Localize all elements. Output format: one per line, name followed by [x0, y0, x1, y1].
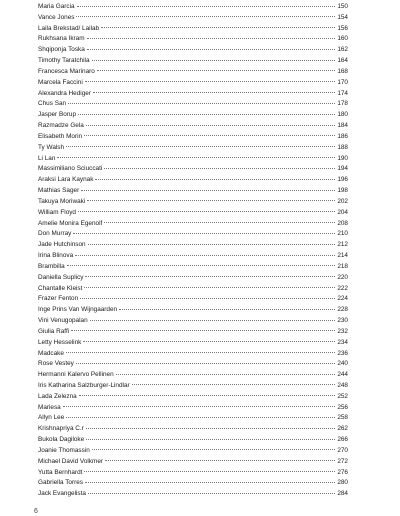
- dot-leader: [86, 125, 336, 126]
- entry-page-number: 168: [337, 67, 348, 75]
- dot-leader: [87, 49, 336, 50]
- dot-leader: [84, 471, 335, 472]
- dot-leader: [68, 103, 335, 104]
- entry-page-number: 156: [337, 24, 348, 32]
- toc-entry: [38, 284, 348, 295]
- entry-name: Amelie Monira Egenolf: [38, 219, 103, 227]
- toc-entry: [38, 143, 348, 154]
- toc-entry: [38, 468, 348, 479]
- dot-leader: [66, 417, 335, 418]
- entry-page-number: 212: [337, 241, 348, 249]
- dot-leader: [93, 92, 335, 93]
- entry-page-number: 210: [337, 230, 348, 238]
- entry-page-number: 162: [337, 46, 348, 54]
- entry-name: Mathias Sager: [38, 187, 80, 195]
- entry-page-number: 180: [337, 111, 348, 119]
- toc-entry: [38, 34, 348, 45]
- toc-entry: [38, 89, 348, 100]
- dot-leader: [119, 309, 335, 310]
- toc-entry: [38, 413, 348, 424]
- dot-leader: [57, 157, 335, 158]
- toc-entry: [38, 13, 348, 24]
- entry-page-number: 222: [337, 284, 348, 292]
- entry-page-number: 224: [337, 295, 348, 303]
- entry-name: Takuya Moriwaki: [38, 197, 86, 205]
- entry-name: Hermanni Kalervo Pellinen: [38, 371, 114, 379]
- toc-entry: [38, 219, 348, 230]
- toc-entry: [38, 403, 348, 414]
- dot-leader: [63, 406, 336, 407]
- dot-leader: [76, 363, 335, 364]
- dot-leader: [83, 341, 335, 342]
- dot-leader: [85, 81, 336, 82]
- toc-entry: [38, 435, 348, 446]
- entry-page-number: 252: [337, 392, 348, 400]
- entry-name: Yutta Bernhardt: [38, 468, 83, 476]
- entry-name: Chus San: [38, 100, 67, 108]
- entry-name: Laila Brekstad/ Lailab: [38, 24, 100, 32]
- dot-leader: [116, 374, 336, 375]
- toc-entry: [38, 349, 348, 360]
- dot-leader: [88, 493, 335, 494]
- entry-name: Joanie Thomassin: [38, 446, 90, 454]
- dot-leader: [75, 255, 335, 256]
- entry-name: Razmadze Gela: [38, 122, 84, 130]
- entry-name: Rose Vestey: [38, 360, 74, 368]
- toc-entry: [38, 240, 348, 251]
- dot-leader: [95, 179, 335, 180]
- dot-leader: [104, 222, 335, 223]
- toc-entry: [38, 67, 348, 78]
- entry-name: Araksi Lara Kaynak: [38, 176, 94, 184]
- entry-name: Letty Hesselink: [38, 338, 82, 346]
- entry-page-number: 204: [337, 208, 348, 216]
- entry-name: Shqiponja Toska: [38, 46, 85, 54]
- entry-name: Michael David Volkmer: [38, 457, 103, 465]
- entry-name: Marcela Faccini: [38, 78, 83, 86]
- toc-entry: [38, 381, 348, 392]
- entry-page-number: 244: [337, 371, 348, 379]
- entry-name: William Floyd: [38, 208, 76, 216]
- entry-name: Rukhsana Ikram: [38, 35, 85, 43]
- entry-page-number: 184: [337, 122, 348, 130]
- entry-page-number: 266: [337, 436, 348, 444]
- entry-page-number: 272: [337, 457, 348, 465]
- entry-name: Ty Walsh: [38, 143, 65, 151]
- entry-page-number: 190: [337, 154, 348, 162]
- entry-name: Maria Garcia: [38, 3, 75, 10]
- toc-entry: [38, 370, 348, 381]
- dot-leader: [78, 211, 335, 212]
- toc-entry: [38, 208, 348, 219]
- entry-page-number: 202: [337, 197, 348, 205]
- entry-name: Allyn Lee: [38, 414, 65, 422]
- entry-page-number: 208: [337, 219, 348, 227]
- toc-entry: [38, 273, 348, 284]
- dot-leader: [71, 330, 335, 331]
- entry-name: Jade Hutchinson: [38, 241, 86, 249]
- dot-leader: [86, 439, 335, 440]
- toc-entry: [38, 262, 348, 273]
- entry-page-number: 230: [337, 317, 348, 325]
- dot-leader: [73, 233, 335, 234]
- dot-leader: [92, 449, 336, 450]
- dot-leader: [90, 320, 336, 321]
- page-number: 6: [34, 508, 38, 515]
- entry-page-number: 276: [337, 468, 348, 476]
- entry-name: Mariesa: [38, 403, 61, 411]
- entry-page-number: 218: [337, 262, 348, 270]
- entry-name: Alexandra Hediger: [38, 89, 91, 97]
- dot-leader: [87, 38, 336, 39]
- dot-leader: [88, 244, 336, 245]
- toc-entry: [38, 338, 348, 349]
- toc-entry: [38, 294, 348, 305]
- dot-leader: [85, 482, 335, 483]
- entry-page-number: 164: [337, 57, 348, 65]
- toc-entry: [38, 2, 348, 13]
- entry-name: Francesca Marinaro: [38, 67, 95, 75]
- toc-entry: [38, 78, 348, 89]
- dot-leader: [86, 428, 336, 429]
- entry-name: Brambilla: [38, 262, 65, 270]
- entry-page-number: 236: [337, 349, 348, 357]
- entry-page-number: 198: [337, 187, 348, 195]
- table-of-contents: [38, 2, 348, 500]
- dot-leader: [85, 276, 335, 277]
- dot-leader: [105, 460, 335, 461]
- dot-leader: [81, 190, 335, 191]
- dot-leader: [78, 114, 335, 115]
- dot-leader: [84, 287, 335, 288]
- dot-leader: [66, 146, 335, 147]
- toc-entry: [38, 154, 348, 165]
- toc-entry: [38, 478, 348, 489]
- entry-name: Jack Evangelista: [38, 490, 86, 498]
- toc-entry: [38, 446, 348, 457]
- toc-entry: [38, 99, 348, 110]
- entry-page-number: 258: [337, 414, 348, 422]
- toc-entry: [38, 110, 348, 121]
- dot-leader: [77, 6, 336, 7]
- toc-entry: [38, 229, 348, 240]
- toc-entry: [38, 424, 348, 435]
- entry-name: Chantalle Kleist: [38, 284, 83, 292]
- dot-leader: [76, 16, 335, 17]
- entry-name: Jasper Borup: [38, 111, 77, 119]
- toc-entry: [38, 56, 348, 67]
- dot-leader: [79, 395, 336, 396]
- entry-name: Daniella Suplicy: [38, 273, 84, 281]
- toc-entry: [38, 305, 348, 316]
- dot-leader: [87, 200, 335, 201]
- toc-entry: [38, 164, 348, 175]
- dot-leader: [67, 265, 336, 266]
- dot-leader: [132, 384, 336, 385]
- toc-entry: [38, 316, 348, 327]
- entry-page-number: 188: [337, 143, 348, 151]
- entry-name: Irina Blinova: [38, 252, 74, 260]
- entry-page-number: 154: [337, 13, 348, 21]
- entry-name: Lada Zelezna: [38, 392, 77, 400]
- toc-entry: [38, 457, 348, 468]
- entry-page-number: 262: [337, 425, 348, 433]
- entry-page-number: 256: [337, 403, 348, 411]
- toc-entry: [38, 392, 348, 403]
- toc-entry: [38, 359, 348, 370]
- entry-page-number: 240: [337, 360, 348, 368]
- entry-name: Iris Katharina Salzburger-Lindlar: [38, 381, 130, 389]
- entry-name: Vini Venugopalan: [38, 317, 88, 325]
- dot-leader: [97, 70, 336, 71]
- entry-page-number: 270: [337, 446, 348, 454]
- entry-page-number: 228: [337, 306, 348, 314]
- dot-leader: [80, 298, 335, 299]
- toc-entry: [38, 175, 348, 186]
- toc-entry: [38, 24, 348, 35]
- entry-page-number: 248: [337, 381, 348, 389]
- entry-page-number: 178: [337, 100, 348, 108]
- entry-name: Inge Prins Van Wijngaarden: [38, 306, 118, 314]
- toc-entry: [38, 45, 348, 56]
- dot-leader: [66, 352, 335, 353]
- dot-leader: [84, 135, 335, 136]
- entry-name: Li Lan: [38, 154, 56, 162]
- toc-entry: [38, 121, 348, 132]
- entry-page-number: 194: [337, 165, 348, 173]
- entry-name: Timothy Taratchila: [38, 57, 90, 65]
- entry-name: Giulia Raffi: [38, 327, 70, 335]
- entry-page-number: 196: [337, 176, 348, 184]
- entry-page-number: 160: [337, 35, 348, 43]
- entry-name: Elisabeth Morin: [38, 132, 83, 140]
- entry-name: Krishnapriya C.r: [38, 425, 84, 433]
- entry-page-number: 220: [337, 273, 348, 281]
- toc-entry: [38, 251, 348, 262]
- entry-page-number: 284: [337, 490, 348, 498]
- entry-name: Vance Jones: [38, 13, 75, 21]
- entry-page-number: 186: [337, 132, 348, 140]
- entry-page-number: 232: [337, 327, 348, 335]
- dot-leader: [104, 168, 335, 169]
- entry-page-number: 170: [337, 78, 348, 86]
- entry-page-number: 234: [337, 338, 348, 346]
- toc-entry: [38, 489, 348, 500]
- entry-name: Gabriella Torres: [38, 479, 83, 487]
- dot-leader: [101, 27, 335, 28]
- entry-name: Bukola Dagiloke: [38, 436, 85, 444]
- entry-name: Massimiliano Sciuccati: [38, 165, 103, 173]
- toc-entry: [38, 186, 348, 197]
- entry-page-number: 280: [337, 479, 348, 487]
- entry-page-number: 150: [337, 3, 348, 10]
- entry-name: Don Murray: [38, 230, 72, 238]
- dot-leader: [92, 60, 336, 61]
- toc-entry: [38, 327, 348, 338]
- toc-entry: [38, 197, 348, 208]
- entry-page-number: 174: [337, 89, 348, 97]
- entry-page-number: 214: [337, 252, 348, 260]
- entry-name: Madcake: [38, 349, 64, 357]
- toc-entry: [38, 132, 348, 143]
- entry-name: Frazer Fenton: [38, 295, 79, 303]
